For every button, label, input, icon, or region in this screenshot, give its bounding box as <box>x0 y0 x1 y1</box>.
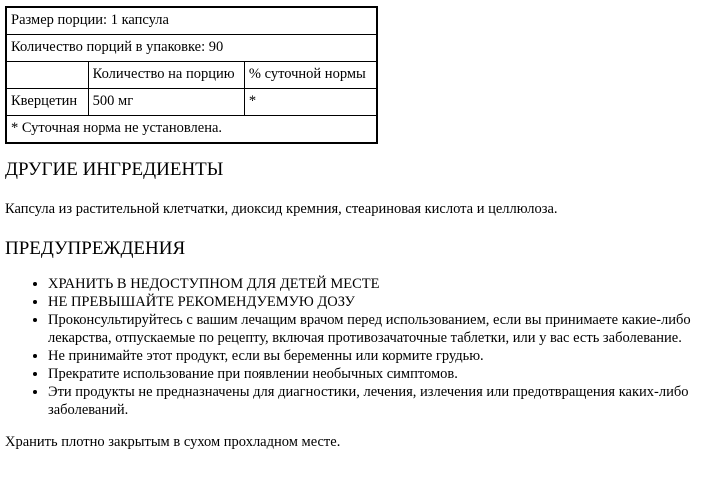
list-item: • Проконсультируйтесь с вашим лечащим врачом перед использованием, если вы принимаете какие-либо лекарства, отпускаемые по рецепту, включая противозачаточные таблетки, или у вас есть заболевание. <box>48 311 703 347</box>
serving-size: Размер порции: 1 капсула <box>6 7 377 35</box>
product-info <box>5 6 703 451</box>
table-row <box>6 89 377 116</box>
list-item: • НЕ ПРЕВЫШАЙТЕ РЕКОМЕНДУЕМУЮ ДОЗУ <box>48 293 703 311</box>
table-footnote: * Суточная норма не установлена. <box>6 116 377 144</box>
header-amount: Количество на порцию <box>88 62 244 89</box>
table-row <box>6 35 377 62</box>
nutrient-daily-value: * <box>244 89 377 116</box>
storage-instructions: Хранить плотно закрытым в сухом прохладном месте. <box>5 434 341 450</box>
header-empty-cell <box>6 62 88 89</box>
list-item: • Эти продукты не предназначены для диагностики, лечения, излечения или предотвращения каких-либо заболеваний. <box>48 383 703 419</box>
table-header-row <box>6 62 377 89</box>
nutrient-name: Кверцетин <box>6 89 88 116</box>
supplement-facts-table <box>5 6 378 144</box>
servings-per-container: Количество порций в упаковке: 90 <box>6 35 377 62</box>
table-row <box>6 7 377 35</box>
warnings-heading: ПРЕДУПРЕЖДЕНИЯ <box>5 238 186 259</box>
other-ingredients-heading: ДРУГИЕ ИНГРЕДИЕНТЫ <box>5 159 224 180</box>
nutrient-amount: 500 мг <box>88 89 244 116</box>
list-item: • ХРАНИТЬ В НЕДОСТУПНОМ ДЛЯ ДЕТЕЙ МЕСТЕ <box>48 275 703 293</box>
list-item: • Прекратите использование при появлении необычных симптомов. <box>48 365 703 383</box>
warnings-list <box>5 275 703 419</box>
other-ingredients-text: Капсула из растительной клетчатки, диоксид кремния, стеариновая кислота и целлюлоза. <box>5 201 558 217</box>
list-item: • Не принимайте этот продукт, если вы беременны или кормите грудью. <box>48 347 703 365</box>
header-daily-value: % суточной нормы <box>244 62 377 89</box>
table-row <box>6 116 377 144</box>
